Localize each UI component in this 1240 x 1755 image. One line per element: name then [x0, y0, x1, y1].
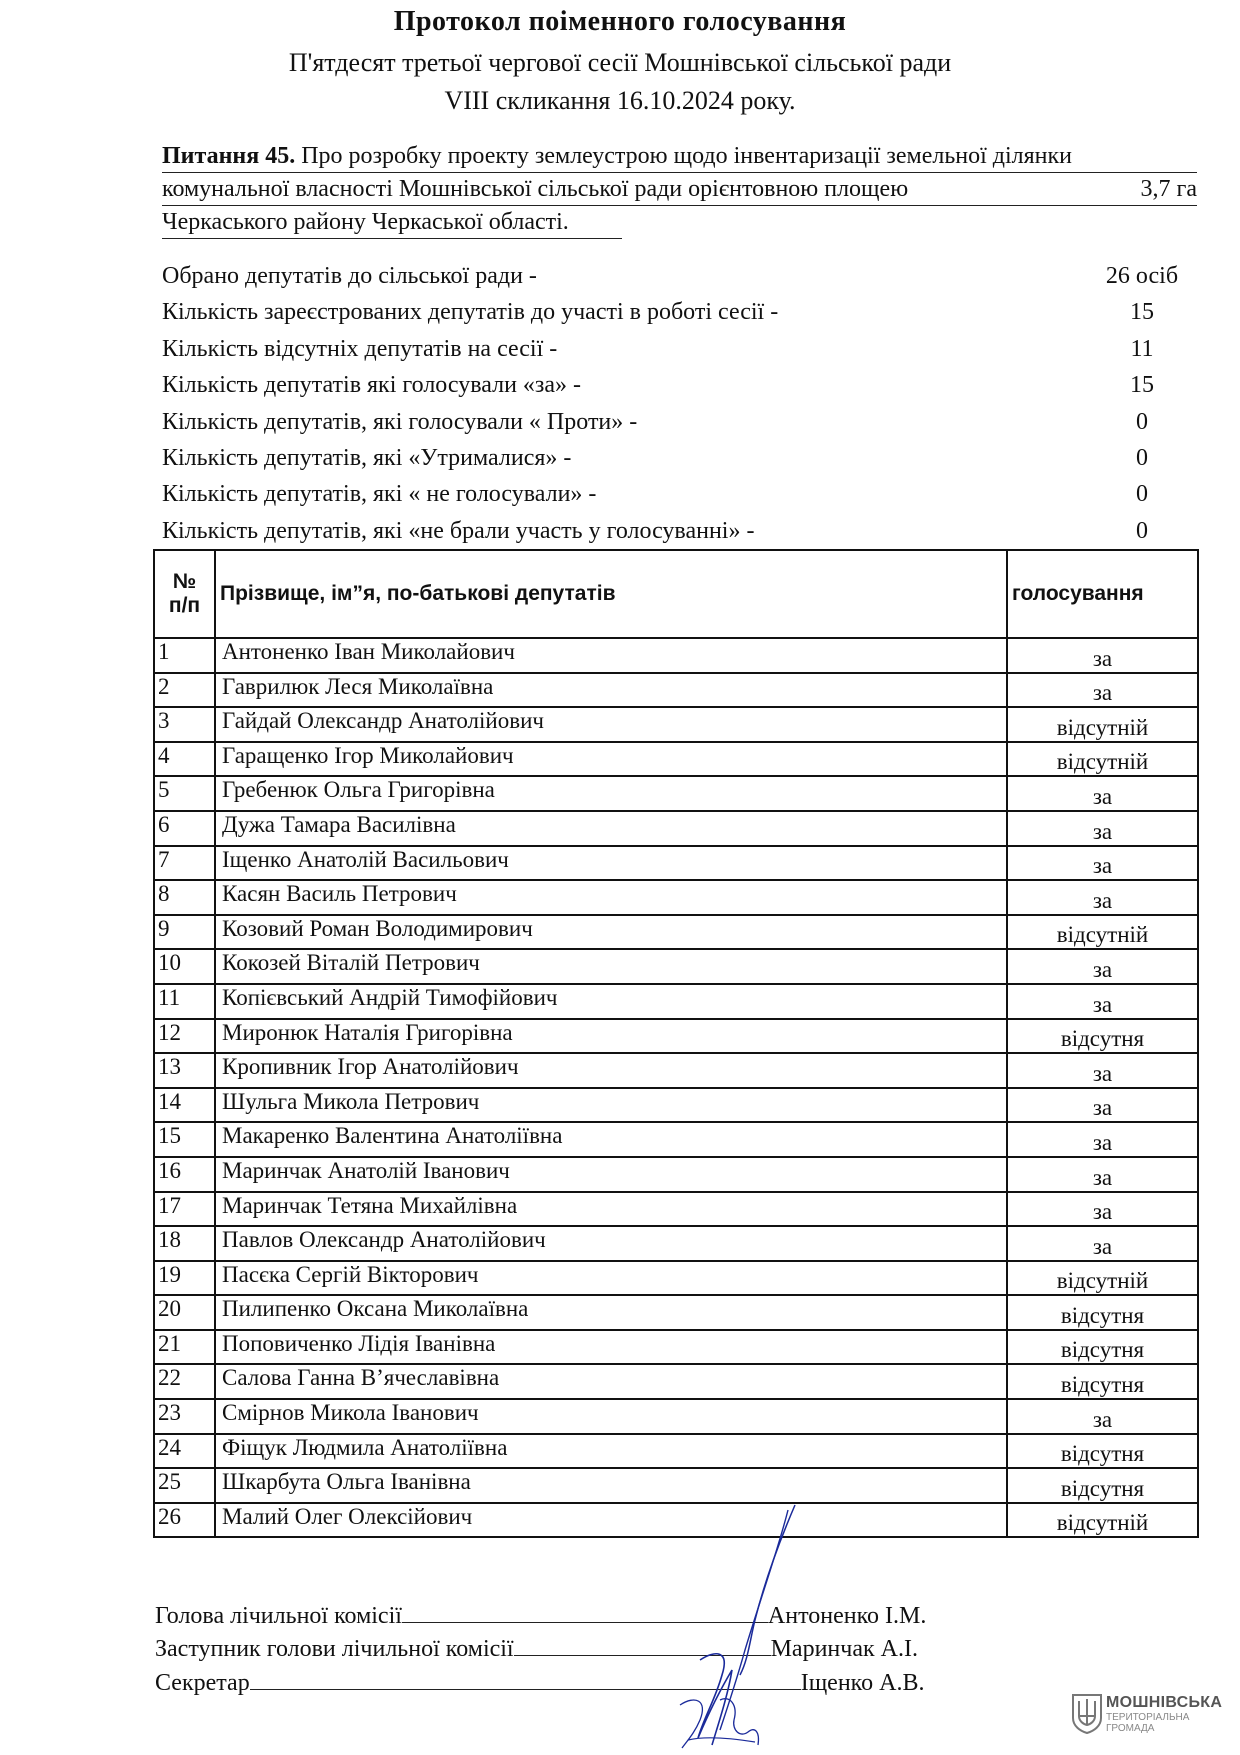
vote-result: за: [1007, 1399, 1198, 1434]
vote-result: за: [1007, 1122, 1198, 1157]
table-row: [154, 1122, 1198, 1157]
signature-person: Маринчак А.І.: [770, 1636, 918, 1662]
signature-line-chair: [155, 1600, 926, 1630]
vote-result: за: [1007, 984, 1198, 1019]
signature-role: Секретар: [155, 1670, 250, 1696]
deputy-name: Маринчак Тетяна Михайлівна: [215, 1192, 1007, 1227]
vote-result: за: [1007, 1192, 1198, 1227]
row-number: 22: [154, 1364, 215, 1399]
statistic-row: [162, 476, 1162, 512]
statistic-value: 15: [1130, 299, 1154, 326]
vote-result: відсутній: [1007, 1261, 1198, 1296]
deputy-name: Іщенко Анатолій Васильович: [215, 846, 1007, 881]
row-number: 18: [154, 1226, 215, 1261]
statistic-row: [162, 404, 1162, 440]
table-row: [154, 1226, 1198, 1261]
row-number: 26: [154, 1503, 215, 1538]
statistic-label: Кількість зареєстрованих депутатів до участі в роботі сесії -: [162, 299, 779, 326]
vote-result: за: [1007, 880, 1198, 915]
statistic-value: 0: [1136, 481, 1148, 508]
statistic-row: [162, 331, 1162, 367]
deputy-name: Пасєка Сергій Вікторович: [215, 1261, 1007, 1296]
row-number: 4: [154, 742, 215, 777]
table-row: [154, 1468, 1198, 1503]
deputy-name: Гаврилюк Леся Миколаївна: [215, 673, 1007, 708]
statistic-value: 11: [1130, 335, 1154, 362]
vote-result: відсутня: [1007, 1295, 1198, 1330]
question-label: Питання 45.: [162, 143, 296, 169]
vote-result: відсутня: [1007, 1330, 1198, 1365]
table-row: [154, 638, 1198, 673]
table-header-row: [154, 550, 1198, 638]
row-number: 13: [154, 1053, 215, 1088]
vote-result: відсутня: [1007, 1019, 1198, 1054]
row-number: 16: [154, 1157, 215, 1192]
statistic-label: Кількість депутатів, які «Утрималися» -: [162, 444, 572, 471]
deputy-name: Копієвський Андрій Тимофійович: [215, 984, 1007, 1019]
row-number: 25: [154, 1468, 215, 1503]
signature-line-secretary: [155, 1667, 924, 1697]
deputy-name: Малий Олег Олексійович: [215, 1503, 1007, 1538]
row-number: 23: [154, 1399, 215, 1434]
row-number: 12: [154, 1019, 215, 1054]
question-text-1: Про розробку проекту землеустрою щодо інвентаризації земельної ділянки: [301, 143, 1073, 169]
signature-role: Голова лічильної комісії: [155, 1603, 402, 1629]
deputy-name: Гребенюк Ольга Григорівна: [215, 776, 1007, 811]
header-name: Прізвище, ім”я, по-батькові депутатів: [215, 550, 1007, 638]
deputy-name: Маринчак Анатолій Іванович: [215, 1157, 1007, 1192]
vote-result: за: [1007, 949, 1198, 984]
table-row: [154, 1192, 1198, 1227]
deputy-name: Фіщук Людмила Анатоліївна: [215, 1434, 1007, 1469]
statistic-row: [162, 258, 1179, 294]
row-number: 6: [154, 811, 215, 846]
vote-result: за: [1007, 1053, 1198, 1088]
table-row: [154, 1019, 1198, 1054]
vote-result: за: [1007, 673, 1198, 708]
row-number: 5: [154, 776, 215, 811]
deputy-name: Макаренко Валентина Анатоліївна: [215, 1122, 1007, 1157]
signature-line-deputy: [155, 1633, 918, 1663]
deputy-name: Гаращенко Ігор Миколайович: [215, 742, 1007, 777]
statistic-row: [162, 294, 1162, 330]
vote-result: за: [1007, 1226, 1198, 1261]
statistic-label: Кількість депутатів які голосували «за» -: [162, 372, 582, 399]
table-row: [154, 984, 1198, 1019]
table-row: [154, 915, 1198, 950]
row-number: 1: [154, 638, 215, 673]
vote-result: за: [1007, 1088, 1198, 1123]
vote-result: відсутній: [1007, 707, 1198, 742]
deputy-name: Гайдай Олександр Анатолійович: [215, 707, 1007, 742]
table-row: [154, 1261, 1198, 1296]
question-line-1: [162, 140, 1197, 173]
table-row: [154, 1364, 1198, 1399]
deputy-name: Шкарбута Ольга Іванівна: [215, 1468, 1007, 1503]
table-row: [154, 1330, 1198, 1365]
table-row: [154, 1434, 1198, 1469]
row-number: 17: [154, 1192, 215, 1227]
row-number: 14: [154, 1088, 215, 1123]
vote-result: за: [1007, 846, 1198, 881]
deputy-name: Пилипенко Оксана Миколаївна: [215, 1295, 1007, 1330]
table-row: [154, 1157, 1198, 1192]
statistic-row: [162, 367, 1162, 403]
statistic-label: Кількість депутатів, які голосували « Проти» -: [162, 408, 638, 435]
vote-result: за: [1007, 811, 1198, 846]
statistic-value: 0: [1136, 517, 1148, 544]
row-number: 9: [154, 915, 215, 950]
session-subtitle: П'ятдесят третьої чергової сесії Мошнівської сільської ради: [288, 48, 952, 77]
handwritten-signature: [660, 1500, 800, 1750]
question-text-3: Черкаського району Черкаської області.: [162, 209, 569, 235]
deputy-name: Салова Ганна В’ячеславівна: [215, 1364, 1007, 1399]
question-text-2: комунальної власності Мошнівської сільської ради орієнтовною площею: [162, 176, 909, 202]
vote-result: відсутній: [1007, 742, 1198, 777]
row-number: 21: [154, 1330, 215, 1365]
question-line-3: [162, 206, 622, 239]
agenda-question: [162, 140, 1197, 239]
deputy-name: Касян Василь Петрович: [215, 880, 1007, 915]
table-row: [154, 1088, 1198, 1123]
community-logo: [1070, 1690, 1230, 1740]
header-number: [154, 550, 215, 638]
session-date: VIII скликання 16.10.2024 року.: [444, 86, 796, 115]
logo-subtitle-1: ТЕРИТОРІАЛЬНА: [1106, 1712, 1190, 1723]
table-row: [154, 846, 1198, 881]
question-area: 3,7 га: [1140, 176, 1197, 202]
document-title: Протокол поіменного голосування: [393, 6, 847, 37]
table-row: [154, 776, 1198, 811]
vote-result: за: [1007, 776, 1198, 811]
row-number: 8: [154, 880, 215, 915]
deputy-name: Антоненко Іван Миколайович: [215, 638, 1007, 673]
statistic-value: 0: [1136, 408, 1148, 435]
signature-person: Антоненко І.М.: [767, 1603, 927, 1629]
vote-result: за: [1007, 638, 1198, 673]
deputy-name: Кокозей Віталій Петрович: [215, 949, 1007, 984]
deputy-name: Павлов Олександр Анатолійович: [215, 1226, 1007, 1261]
vote-result: за: [1007, 1157, 1198, 1192]
table-row: [154, 1399, 1198, 1434]
table-body: [154, 638, 1198, 1537]
statistic-label: Кількість депутатів, які « не голосували» -: [162, 481, 597, 508]
vote-result: відсутній: [1007, 915, 1198, 950]
table-row: [154, 707, 1198, 742]
question-line-2: [162, 173, 1197, 206]
vote-result: відсутня: [1007, 1434, 1198, 1469]
table-row: [154, 811, 1198, 846]
roll-call-table: [153, 549, 1199, 1538]
row-number: 19: [154, 1261, 215, 1296]
header-number-symbol: №: [172, 570, 197, 593]
deputy-name: Поповиченко Лідія Іванівна: [215, 1330, 1007, 1365]
statistic-label: Кількість депутатів, які «не брали участь у голосуванні» -: [162, 517, 755, 544]
statistic-label: Обрано депутатів до сільської ради -: [162, 263, 537, 289]
deputy-name: Кропивник Ігор Анатолійович: [215, 1053, 1007, 1088]
deputy-name: Шульга Микола Петрович: [215, 1088, 1007, 1123]
table-row: [154, 1053, 1198, 1088]
statistic-label: Кількість відсутніх депутатів на сесії -: [162, 335, 558, 362]
header-vote: голосування: [1007, 550, 1198, 638]
row-number: 10: [154, 949, 215, 984]
deputy-name: Смірнов Микола Іванович: [215, 1399, 1007, 1434]
table-row: [154, 880, 1198, 915]
statistic-row: [162, 513, 1162, 549]
logo-name: МОШНІВСЬКА: [1106, 1694, 1223, 1711]
deputy-name: Дужа Тамара Василівна: [215, 811, 1007, 846]
logo-subtitle-2: ГРОМАДА: [1106, 1723, 1155, 1734]
deputy-name: Козовий Роман Володимирович: [215, 915, 1007, 950]
row-number: 7: [154, 846, 215, 881]
trident-shield-icon: [1070, 1692, 1104, 1734]
vote-result: відсутній: [1007, 1503, 1198, 1538]
table-row: [154, 949, 1198, 984]
statistic-value: 0: [1136, 444, 1148, 471]
statistic-value: 26 осіб: [1105, 263, 1179, 289]
row-number: 20: [154, 1295, 215, 1330]
statistic-row: [162, 440, 1162, 476]
header-number-abbr: п/п: [168, 594, 201, 617]
row-number: 24: [154, 1434, 215, 1469]
row-number: 3: [154, 707, 215, 742]
row-number: 2: [154, 673, 215, 708]
vote-result: відсутня: [1007, 1468, 1198, 1503]
deputy-name: Миронюк Наталія Григорівна: [215, 1019, 1007, 1054]
signature-role: Заступник голови лічильної комісії: [155, 1636, 514, 1662]
row-number: 11: [154, 984, 215, 1019]
table-row: [154, 1295, 1198, 1330]
statistic-value: 15: [1130, 372, 1154, 399]
vote-statistics: [162, 258, 1179, 549]
table-row: [154, 673, 1198, 708]
table-row: [154, 742, 1198, 777]
vote-result: відсутня: [1007, 1364, 1198, 1399]
row-number: 15: [154, 1122, 215, 1157]
signature-person: Іщенко А.В.: [800, 1670, 925, 1696]
